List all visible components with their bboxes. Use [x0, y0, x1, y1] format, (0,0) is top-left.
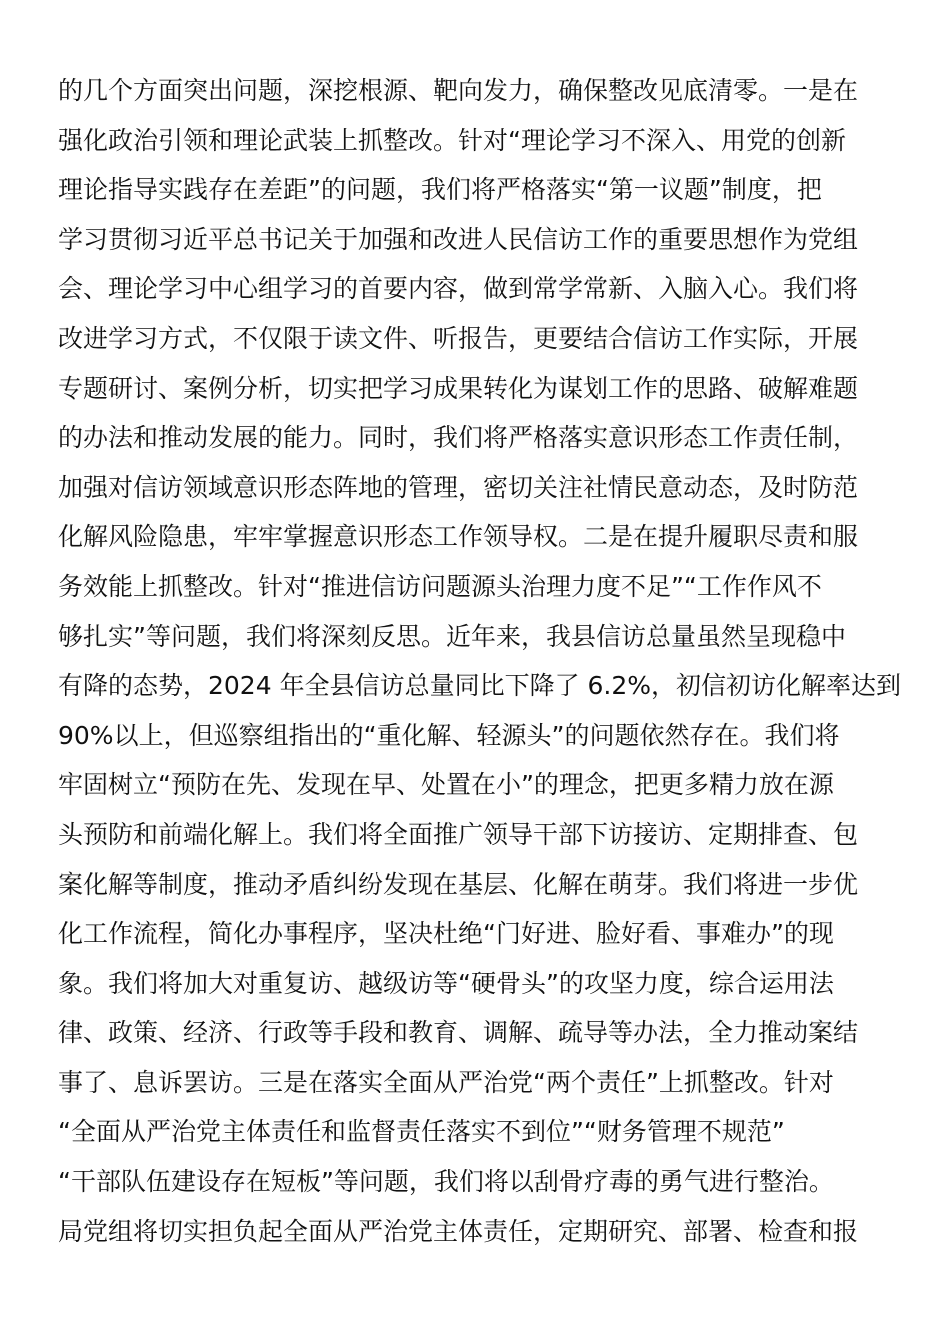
text-line: 象。我们将加大对重复访、越级访等“硬骨头”的攻坚力度，综合运用法 — [58, 968, 834, 998]
text-line: 案化解等制度，推动矛盾纠纷发现在基层、化解在萌芽。我们将进一步优 — [58, 869, 859, 899]
text-line: 务效能上抓整改。针对“推进信访问题源头治理力度不足”“工作作风不 — [58, 571, 822, 601]
text-line: 改进学习方式，不仅限于读文件、听报告，更要结合信访工作实际，开展 — [58, 323, 859, 353]
text-line: 的办法和推动发展的能力。同时，我们将严格落实意识形态工作责任制， — [58, 423, 859, 453]
text-line: 90%以上，但巡察组指出的“重化解、轻源头”的问题依然存在。我们将 — [58, 720, 840, 750]
text-line: 理论指导实践存在差距”的问题，我们将严格落实“第一议题”制度，把 — [58, 175, 822, 205]
text-line: 强化政治引领和理论武装上抓整改。针对“理论学习不深入、用党的创新 — [58, 125, 846, 155]
text-line: “全面从严治党主体责任和监督责任落实不到位”“财务管理不规范” — [58, 1117, 785, 1147]
text-line: 加强对信访领域意识形态阵地的管理，密切关注社情民意动态，及时防范 — [58, 472, 859, 502]
text-line: 学习贯彻习近平总书记关于加强和改进人民信访工作的重要思想作为党组 — [58, 224, 859, 254]
text-line: 会、理论学习中心组学习的首要内容，做到常学常新、入脑入心。我们将 — [58, 274, 859, 304]
text-line: “干部队伍建设存在短板”等问题，我们将以刮骨疗毒的勇气进行整治。 — [58, 1167, 834, 1197]
text-line: 事了、息诉罢访。三是在落实全面从严治党“两个责任”上抓整改。针对 — [58, 1067, 834, 1097]
text-line: 够扎实”等问题，我们将深刻反思。近年来，我县信访总量虽然呈现稳中 — [58, 621, 846, 651]
text-line: 化工作流程，简化办事程序，坚决杜绝“门好进、脸好看、事难办”的现 — [58, 919, 834, 949]
text-line: 的几个方面突出问题，深挖根源、靶向发力，确保整改见底清零。一是在 — [58, 76, 859, 105]
text-line: 牢固树立“预防在先、发现在早、处置在小”的理念，把更多精力放在源 — [58, 770, 834, 800]
text-line: 局党组将切实担负起全面从严治党主体责任，定期研究、部署、检查和报 — [58, 1216, 859, 1246]
text-line: 头预防和前端化解上。我们将全面推广领导干部下访接访、定期排查、包 — [58, 819, 859, 849]
body-text — [58, 66, 902, 1256]
text-line: 专题研讨、案例分析，切实把学习成果转化为谋划工作的思路、破解难题 — [58, 373, 859, 403]
text-line: 化解风险隐患，牢牢掌握意识形态工作领导权。二是在提升履职尽责和服 — [58, 522, 859, 552]
text-line: 有降的态势，2024 年全县信访总量同比下降了 6.2%，初信初访化解率达到 — [58, 671, 902, 701]
text-line: 律、政策、经济、行政等手段和教育、调解、疏导等办法，全力推动案结 — [58, 1018, 859, 1048]
